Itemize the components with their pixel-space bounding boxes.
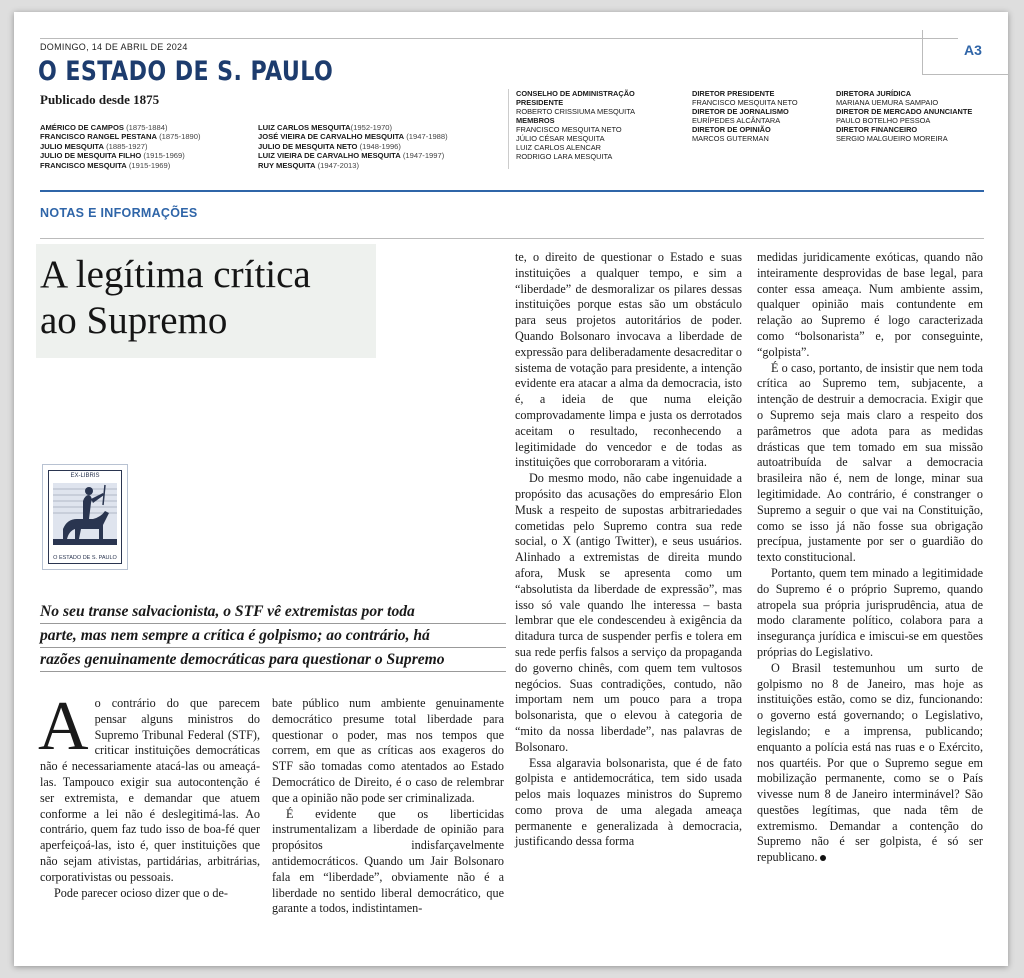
page-number: A3 (964, 42, 982, 58)
founder-entry: JOSÉ VIEIRA DE CARVALHO MESQUITA (1947-1988) (258, 132, 448, 142)
edition-date: DOMINGO, 14 DE ABRIL DE 2024 (40, 42, 188, 52)
drop-cap: A (38, 688, 89, 765)
founder-entry: RUY MESQUITA (1947-2013) (258, 160, 360, 170)
founder-entry: JULIO DE MESQUITA FILHO (1915-1969) (40, 151, 185, 161)
board-person: JÚLIO CÉSAR MESQUITA (516, 134, 605, 143)
founder-entry: JULIO MESQUITA (1885-1927) (40, 141, 148, 151)
founder-entry: LUIZ CARLOS MESQUITA(1952-1970) (258, 123, 393, 132)
board-administration (516, 89, 635, 161)
founders-list-left (40, 123, 201, 170)
founder-entry: JULIO DE MESQUITA NETO (1948-1996) (258, 141, 401, 151)
subheadline-line: No seu transe salvacionista, o STF vê extremistas por toda (40, 600, 506, 624)
board-divider (508, 89, 509, 169)
horse-rider-icon (49, 479, 121, 559)
subheadline-line: parte, mas nem sempre a crítica é golpismo; ao contrário, há (40, 624, 506, 648)
article-column-1 (38, 688, 260, 901)
headline-line: A legítima crítica (40, 253, 311, 296)
founder-entry: FRANCISCO RANGEL PESTANA (1875-1890) (40, 132, 201, 142)
founder-entry: AMÉRICO DE CAMPOS (1875-1884) (40, 123, 168, 132)
section-rule (40, 238, 984, 239)
board-person: LUIZ CARLOS ALENCAR (516, 143, 602, 152)
board-directors (692, 89, 798, 143)
end-mark-icon (820, 855, 826, 861)
board-person: PAULO BOTELHO PESSOA (836, 116, 931, 125)
board-person: ROBERTO CRISSIUMA MESQUITA (516, 107, 636, 116)
headline-line: ao Supremo (40, 299, 228, 342)
ex-libris-seal (42, 464, 128, 570)
article-paragraph: É evidente que os liberticidas instrumentalizam a liberdade de opinião para propósitos indisfarçavelmente antidemocráticos. Quando um Jair Bolsonaro fala em “liberdade”, obviamente não é a liberdade no sentido liberal democrático, que garante a todos, indistintamen- (272, 806, 504, 916)
subheadline (40, 600, 506, 672)
newspaper-page (14, 12, 1008, 966)
published-since: Publicado desde 1875 (40, 92, 160, 107)
subheadline-line: razões genuinamente democráticas para questionar o Supremo (40, 648, 506, 672)
article-paragraph: medidas juridicamente exóticas, quando não inteiramente desprovidas de base legal, para conter essa ameaça. Num ambiente assim, qualquer opinião mais contundente em relação ao Supremo é logo caracterizada como “bolsonarista” e, por conseguinte, “golpista”. (757, 250, 983, 359)
article-paragraph: Ao contrário do que parecem pensar alguns ministros do Supremo Tribunal Federal (STF), criticar instituições democráticas não é necessariamente atacá-las ou ameaçá-las. Tampouco exigir sua autocontenção é ser extremista, e demandar que atuem conforme a lei não é deslegitimá-las. Ao contrário, quem faz tudo isso de boa-fé quer aperfeiçoá-las, isto é, quer instituições que não sejam ativistas, partidárias, arbitrárias, corporativistas ou pessoais. (38, 688, 260, 884)
ex-libris-caption: O ESTADO DE S. PAULO (53, 555, 117, 561)
article-paragraph: Pode parecer ocioso dizer que o de- (54, 885, 228, 900)
article-paragraph: Do mesmo modo, não cabe ingenuidade a propósito das acusações do empresário Elon Musk a respeito de supostas arbitrariedades cometidas pelo Supremo contra sua rede social, o X (antigo Twitter), e seus usuários. Alinhado a extremistas de direita mundo afora, Musk se apresenta como um “absolutista da liberdade de expressão”, mas isso só vale quando lhe interessa – basta lembrar que ele condescendeu à exigência da ditadura turca de suspender perfis e tolera em sua rede perfis falsos a serviço da propaganda do governo chinês, com quem tem vultosos negócios. Suas contradições, contudo, não importam nem um pouco para a tropa bolsonarista, que o elevou à categoria de “mito da nossa liberdade”, nas palavras de Bolsonaro. (515, 471, 742, 754)
masthead: O ESTADO DE S. PAULO (38, 56, 334, 87)
board-directors-2 (836, 89, 972, 143)
board-person: SERGIO MALGUEIRO MOREIRA (836, 134, 948, 143)
ex-libris-label: EX-LIBRIS (70, 473, 100, 479)
article-paragraph: bate público num ambiente genuinamente democrático presume total liberdade para questionar o poder, mas nos tempos que correm, em que as críticas aos exageros do STF são tomadas como atentados ao Estado Democrático de Direito, é o caso de relembrar que a opinião não pode ser criminalizada. (272, 696, 504, 805)
section-label: NOTAS E INFORMAÇÕES (40, 206, 198, 220)
headline (40, 252, 311, 344)
board-role: MEMBROS (516, 116, 555, 125)
article-column-4 (757, 250, 983, 866)
board-person: MARIANA UEMURA SAMPAIO (836, 98, 939, 107)
article-paragraph: É o caso, portanto, de insistir que nem toda crítica ao Supremo tem, subjacente, a intenção de destruir a democracia. Exigir que o Supremo seja mais claro a respeito dos parâmetros que adota para as medidas drásticas que tem tomado em sua missão autoatribuída de salvar a democracia brasileira não é, nem de longe, minar sua legitimidade. Ao contrário, é constranger o Supremo a seguir o que vai na Constituição, como se isso já não fosse sua obrigação precípua, justamente por ser o guardião do texto constitucional. (757, 360, 983, 565)
board-role: DIRETOR FINANCEIRO (836, 125, 918, 134)
board-role: DIRETOR DE OPINIÃO (692, 125, 771, 134)
board-role: PRESIDENTE (516, 98, 564, 107)
top-rule (40, 38, 958, 39)
founders-list-right (258, 123, 448, 170)
board-role: DIRETOR DE MERCADO ANUNCIANTE (836, 107, 973, 116)
board-person: FRANCISCO MESQUITA NETO (692, 98, 798, 107)
board-role: DIRETOR PRESIDENTE (692, 89, 775, 98)
founder-entry: LUIZ VIEIRA DE CARVALHO MESQUITA (1947-1997) (258, 151, 445, 161)
board-person: EURÍPEDES ALCÂNTARA (692, 116, 781, 125)
founder-entry: FRANCISCO MESQUITA (1915-1969) (40, 160, 171, 170)
article-column-2 (272, 696, 504, 917)
board-role: DIRETOR DE JORNALISMO (692, 107, 789, 116)
article-paragraph: te, o direito de questionar o Estado e suas instituições a qualquer tempo, e sim a “liberdade” de desmoralizar os pilares dessas instituições porque estas são um obstáculo para seus projetos autoritários de poder. Quando Bolsonaro invocava a liberdade de expressão para deliberadamente desacreditar o sistema de votação para presidente, a intenção evidente era atacar a alma da democracia, isto é, a ideia de que numa eleição comprovadamente limpa e justa os derrotados aceitam o resultado, reconhecendo a legitimidade do vencedor e de todas as instituições que corroboraram a vitória. (515, 250, 742, 470)
board-person: MARCOS GUTERMAN (692, 134, 769, 143)
article-paragraph: Essa algaravia bolsonarista, que é de fato golpista e antidemocrática, tem sido usada pelos mais loquazes ministros do Supremo como prova de uma alegada ameaça permanente e generalizada à democracia, justificando dessa forma (515, 755, 742, 849)
board-role: DIRETORA JURÍDICA (836, 89, 912, 98)
article-paragraph: O Brasil testemunhou um surto de golpismo no 8 de Janeiro, mas hoje as instituições estão, como se diz, funcionando: o governo está governando; o Legislativo, legislando; e a imprensa, publicando; enquanto a polícia está nas ruas e o Exército, nos quartéis. Por que o Supremo segue em mobilização permanente, como se o País vivesse num 8 de Janeiro interminável? São questões legítimas, que nada têm de extremismo. Demandar a contenção do Supremo não é ser golpista, é só ser republicano. (757, 660, 983, 865)
board-person: FRANCISCO MESQUITA NETO (516, 125, 622, 134)
board-person: RODRIGO LARA MESQUITA (516, 152, 613, 161)
article-paragraph: Portanto, quem tem minado a legitimidade do Supremo é o próprio Supremo, quando atropela sua própria jurisprudência, atua de modo claramente político, colabora para a insegurança jurídica e imiscui-se em questões próprias do Legislativo. (757, 565, 983, 659)
header-rule (40, 190, 984, 192)
article-column-3 (515, 250, 742, 850)
board-heading: CONSELHO DE ADMINISTRAÇÃO (516, 89, 635, 98)
